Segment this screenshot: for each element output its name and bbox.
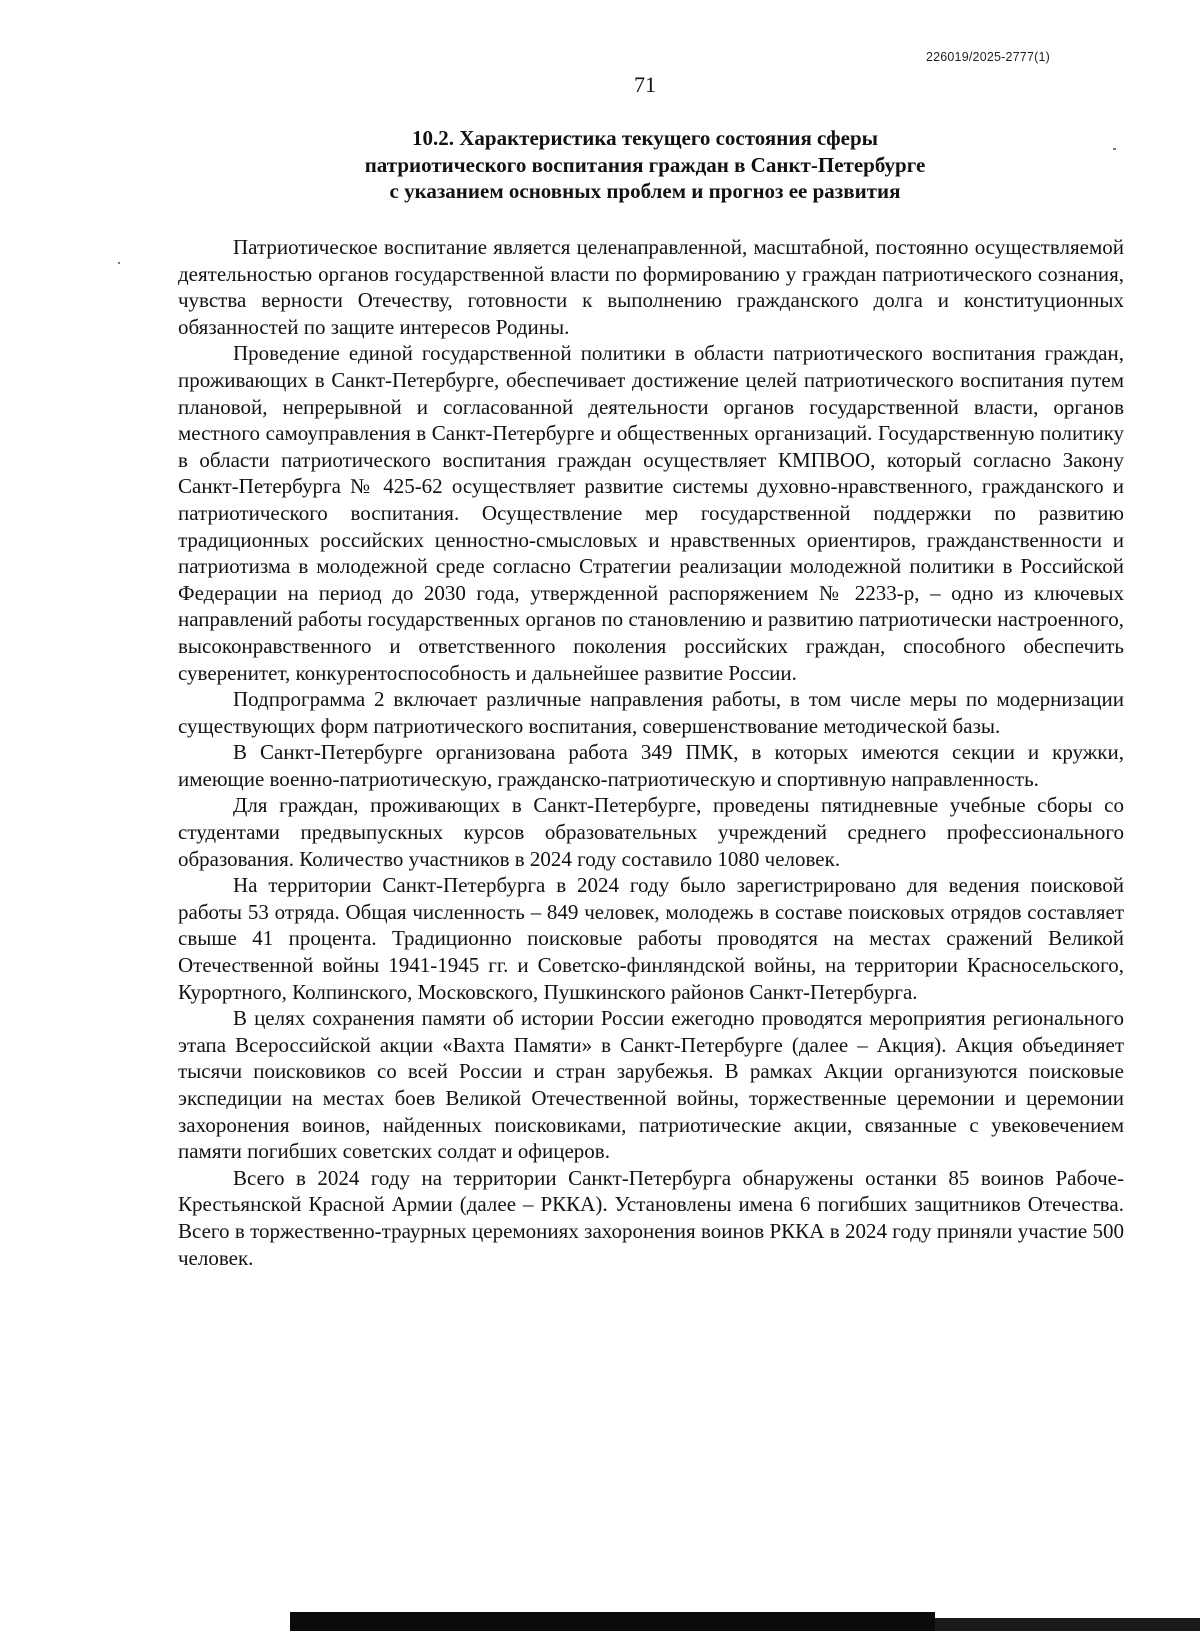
scan-speck (1113, 148, 1116, 150)
section-title-line: 10.2. Характеристика текущего состояния сферы (411, 126, 879, 150)
paragraph: Для граждан, проживающих в Санкт-Петербурге, проведены пятидневные учебные сборы со студентами предвыпускных курсов образовательных учреждений среднего профессионального образования. Количество участников в 2024 году составило 1080 человек. (178, 793, 1124, 871)
document-registration-number: 226019/2025-2777(1) (925, 50, 1050, 64)
scan-edge-shadow (935, 1618, 1200, 1631)
paragraph: В Санкт-Петербурге организована работа 349 ПМК, в которых имеются секции и кружки, имеющие военно-патриотическую, гражданско-патриотическую и спортивную направленность. (178, 740, 1124, 791)
paragraph: Проведение единой государственной политики в области патриотического воспитания граждан, проживающих в Санкт-Петербурге, обеспечивает достижение целей патриотического воспитания путем плановой, непрерывной и согласованной деятельности органов государственной власти, органов местного самоуправления в Санкт-Петербурге и общественных организаций. Государственную политику в области патриотического воспитания граждан осуществляет КМПВОО, который согласно Закону Санкт-Петербурга № 425-62 осуществляет развитие системы духовно-нравственного, гражданского и патриотического воспитания. Осуществление мер государственной поддержки по развитию традиционных российских ценностно-смысловых и нравственных ориентиров, гражданственности и патриотизма в молодежной среде согласно Стратегии реализации молодежной политики в Российской Федерации на период до 2030 года, утвержденной распоряжением № 2233-р, – одно из ключевых направлений работы государственных органов по становлению и развитию патриотически настроенного, высоконравственного и ответственного поколения российских граждан, способного обеспечить суверенитет, конкурентоспособность и дальнейшее развитие России. (178, 341, 1124, 685)
page-number: 71 (634, 72, 656, 97)
paragraph: На территории Санкт-Петербурга в 2024 году было зарегистрировано для ведения поисковой работы 53 отряда. Общая численность – 849 человек, молодежь в составе поисковых отрядов составляет свыше 41 процента. Традиционно поисковые работы проводятся на местах сражений Великой Отечественной войны 1941-1945 гг. и Советско-финляндской войны, на территории Красносельского, Курортного, Колпинского, Московского, Пушкинского районов Санкт-Петербурга. (178, 873, 1124, 1004)
paragraph: В целях сохранения памяти об истории России ежегодно проводятся мероприятия регионального этапа Всероссийской акции «Вахта Памяти» в Санкт-Петербурге (далее – Акция). Акция объединяет тысячи поисковиков со всей России и стран зарубежья. В рамках Акции организуются поисковые экспедиции на местах боев Великой Отечественной войны, торжественные церемонии и церемонии захоронения воинов, найденных поисковиками, патриотические акции, связанные с увековечением памяти погибших советских солдат и офицеров. (178, 1006, 1124, 1164)
paragraph: Подпрограмма 2 включает различные направления работы, в том числе меры по модернизации существующих форм патриотического воспитания, совершенствование методической базы. (178, 687, 1124, 738)
section-title-line: с указанием основных проблем и прогноз ее развития (389, 179, 901, 203)
scan-speck (118, 262, 120, 264)
scan-edge-shadow (290, 1612, 935, 1631)
paragraph: Патриотическое воспитание является целенаправленной, масштабной, постоянно осуществляемой деятельностью органов государственной власти по формированию у граждан патриотического сознания, чувства верности Отечеству, готовности к выполнению гражданского долга и конституционных обязанностей по защите интересов Родины. (178, 235, 1124, 339)
body-text (178, 234, 1124, 1271)
section-title-line: патриотического воспитания граждан в Санкт-Петербурге (364, 152, 926, 177)
section-title (180, 125, 1110, 205)
paragraph: Всего в 2024 году на территории Санкт-Петербурга обнаружены останки 85 воинов Рабоче-Крестьянской Красной Армии (далее – РККА). Установлены имена 6 погибших защитников Отечества. Всего в торжественно-траурных церемониях захоронения воинов РККА в 2024 году приняли участие 500 человек. (178, 1165, 1124, 1270)
